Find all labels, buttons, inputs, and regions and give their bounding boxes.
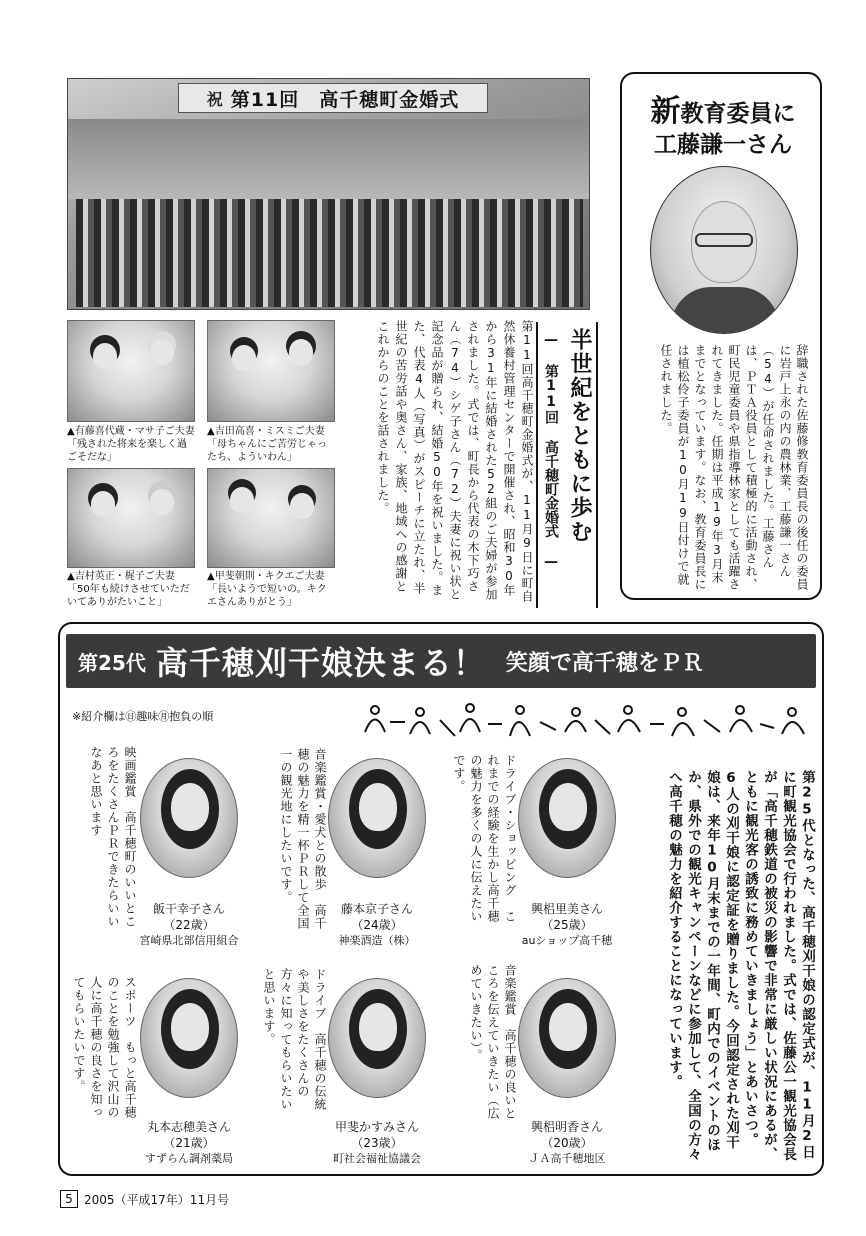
kariboshi-title-prefix: 第25代 (78, 650, 146, 675)
member-photo-3 (140, 758, 238, 878)
member-photo-5 (328, 978, 426, 1098)
edu-article: 辞職された佐藤修教育委員長の後任の委員に岩戸上永の内の農林業、工藤謙一さん（54）が任命されました。工藤さんは、ＰＴＡ役員として積極的に活動され、町民児童委員や県指導林家としても活躍されてきました。任期は平成19年3月末までとなっています。なお、教育委員長には植松伶子委員が10月19日付けで就任されました。 (659, 344, 809, 591)
member-intro-3: 映画鑑賞 高千穂町のいいところをたくさんＰＲできたらいいなあと思います (89, 746, 137, 928)
couple-photo-3 (67, 468, 195, 568)
member-age-4: （20歳） (541, 1136, 593, 1150)
golden-subheadline: — 第11回 高千穂町金婚式 — (543, 332, 559, 570)
edu-title-lead: 新 (650, 94, 681, 129)
member-name-5: 甲斐かすみさん (334, 1120, 419, 1134)
couple-caption-3: ▲吉村英正・梶子ご夫妻「50年も続けさせていただいてありがたいこと」 (67, 571, 190, 608)
kariboshi-box (58, 622, 824, 1176)
member-name-6: 丸本志穂美さん (146, 1120, 231, 1134)
dancers-illustration (360, 702, 820, 742)
issue-label: 2005（平成17年）11月号 (84, 1192, 230, 1207)
group-photo-banner (178, 83, 488, 113)
member-intro-1: ドライブ・ショッピング これまでの経験を生かし高千穂の魅力を多くの人に伝えたいです。 (452, 754, 517, 923)
member-age-6: （21歳） (163, 1136, 215, 1150)
couple-caption-4: ▲甲斐朝則・キクエご夫妻「長いようで短いの。キクエさんありがとう」 (207, 571, 327, 608)
member-name-2: 藤本京子さん (340, 902, 413, 916)
member-intro-5: ドライブ 高千穂の伝統や美しさをたくさんの方々に知ってもらいたいと思います。 (262, 968, 327, 1111)
kariboshi-title-sub: 笑顔で高千穂をＰＲ (505, 650, 704, 676)
member-aff-3: 宮崎県北部信用組合 (139, 934, 239, 947)
stage-curtain (68, 119, 590, 199)
member-photo-1 (518, 758, 616, 878)
member-name-4: 興梠明香さん (530, 1120, 603, 1134)
member-age-5: （23歳） (351, 1136, 403, 1150)
golden-headline: 半世紀をともに歩む (567, 328, 592, 544)
member-aff-4: ＪＡ高千穂地区 (528, 1152, 606, 1165)
couple-photo-4 (207, 468, 335, 568)
member-age-1: （25歳） (541, 918, 593, 932)
group-photo (67, 78, 590, 310)
edu-box (620, 72, 822, 600)
golden-headline-box (536, 322, 598, 608)
member-photo-4 (518, 978, 616, 1098)
golden-article: 第11回高千穂町金婚式が、11月9日に町自然休養村管理センターで開催され、昭和30年から31年に結婚された52組のご夫婦が参加されました。式では、町長から代表の木下巧さん（74）シゲ子さん（72）夫妻に祝い状と記念品が贈られ、結婚50年を祝いました。また、代表4人（写真）がスピーチに立たれ、半世紀の苦労話や奥さん、家族、地域への感謝とこれからのことを話されました。 (376, 320, 534, 603)
kariboshi-article: 第25代となった、高千穂刈干娘の認定式が、11月2日に町観光協会で行われました。式では、佐藤公一観光協会長が「高千穂鉄道の被災の影響で非常に厳しい状況にあるが、ともに観光客の誘致に務めていきましょう」とあいさつ。6人の刈干娘に認定証を贈りました。今回認定された刈干娘は、来年10月末までの一年間、町内でのイベントのほか、県外での観光キャンペーンなどに参加して、全国の方々へ高千穂の魅力を紹介することになっています。 (666, 770, 815, 1162)
banner-mark: 祝 (206, 89, 223, 109)
member-aff-5: 町社会福祉協議会 (333, 1152, 421, 1165)
edu-title-line1 (630, 86, 816, 130)
kariboshi-title: 高千穂刈干娘決まる！ (155, 644, 486, 682)
banner-title: 第11回 高千穂町金婚式 (230, 88, 460, 111)
member-intro-2: 音楽鑑賞・愛犬との散歩 高千穂の魅力を精一杯ＰＲして全国一の観光地にしたいです。 (279, 748, 327, 930)
couple-photo-1 (67, 320, 195, 422)
member-photo-2 (328, 758, 426, 878)
member-aff-2: 神楽酒造（株） (338, 934, 416, 947)
member-intro-4: 音楽鑑賞 高千穂の良いところを伝えていきたい（広めていきたい）。 (469, 964, 517, 1120)
edu-title-line2: 工藤謙一さん (654, 132, 792, 158)
member-aff-6: すずらん調剤薬局 (144, 1152, 234, 1165)
edu-title-rest: 教育委員に (680, 101, 796, 127)
crowd-rows (76, 199, 583, 307)
member-photo-6 (140, 978, 238, 1098)
member-intro-6: スポーツ もっと高千穂のことを勉強して沢山の人に高千穂の良さを知ってもらいたいです。 (72, 976, 137, 1119)
couple-caption-2: ▲吉田高喜・ミスミご夫妻「母ちゃんにご苦労じゃったち、よういわん」 (207, 426, 327, 463)
member-aff-1: auショップ高千穂 (521, 934, 613, 947)
kariboshi-title-bar (66, 634, 816, 688)
kariboshi-note: ※紹介欄は㊐趣味㊊抱負の順 (72, 710, 214, 723)
member-age-3: （22歳） (163, 918, 215, 932)
couple-photo-2 (207, 320, 335, 422)
edu-portrait (650, 166, 798, 334)
member-name-1: 興梠里美さん (530, 902, 603, 916)
couple-caption-1: ▲有藤喜代蔵・マサ子ご夫妻「残された将来を楽しく過ごそだな」 (67, 426, 195, 463)
page-number: 5 (60, 1190, 78, 1208)
page-footer (60, 1190, 229, 1208)
member-name-3: 飯干幸子さん (152, 902, 225, 916)
member-age-2: （24歳） (351, 918, 403, 932)
